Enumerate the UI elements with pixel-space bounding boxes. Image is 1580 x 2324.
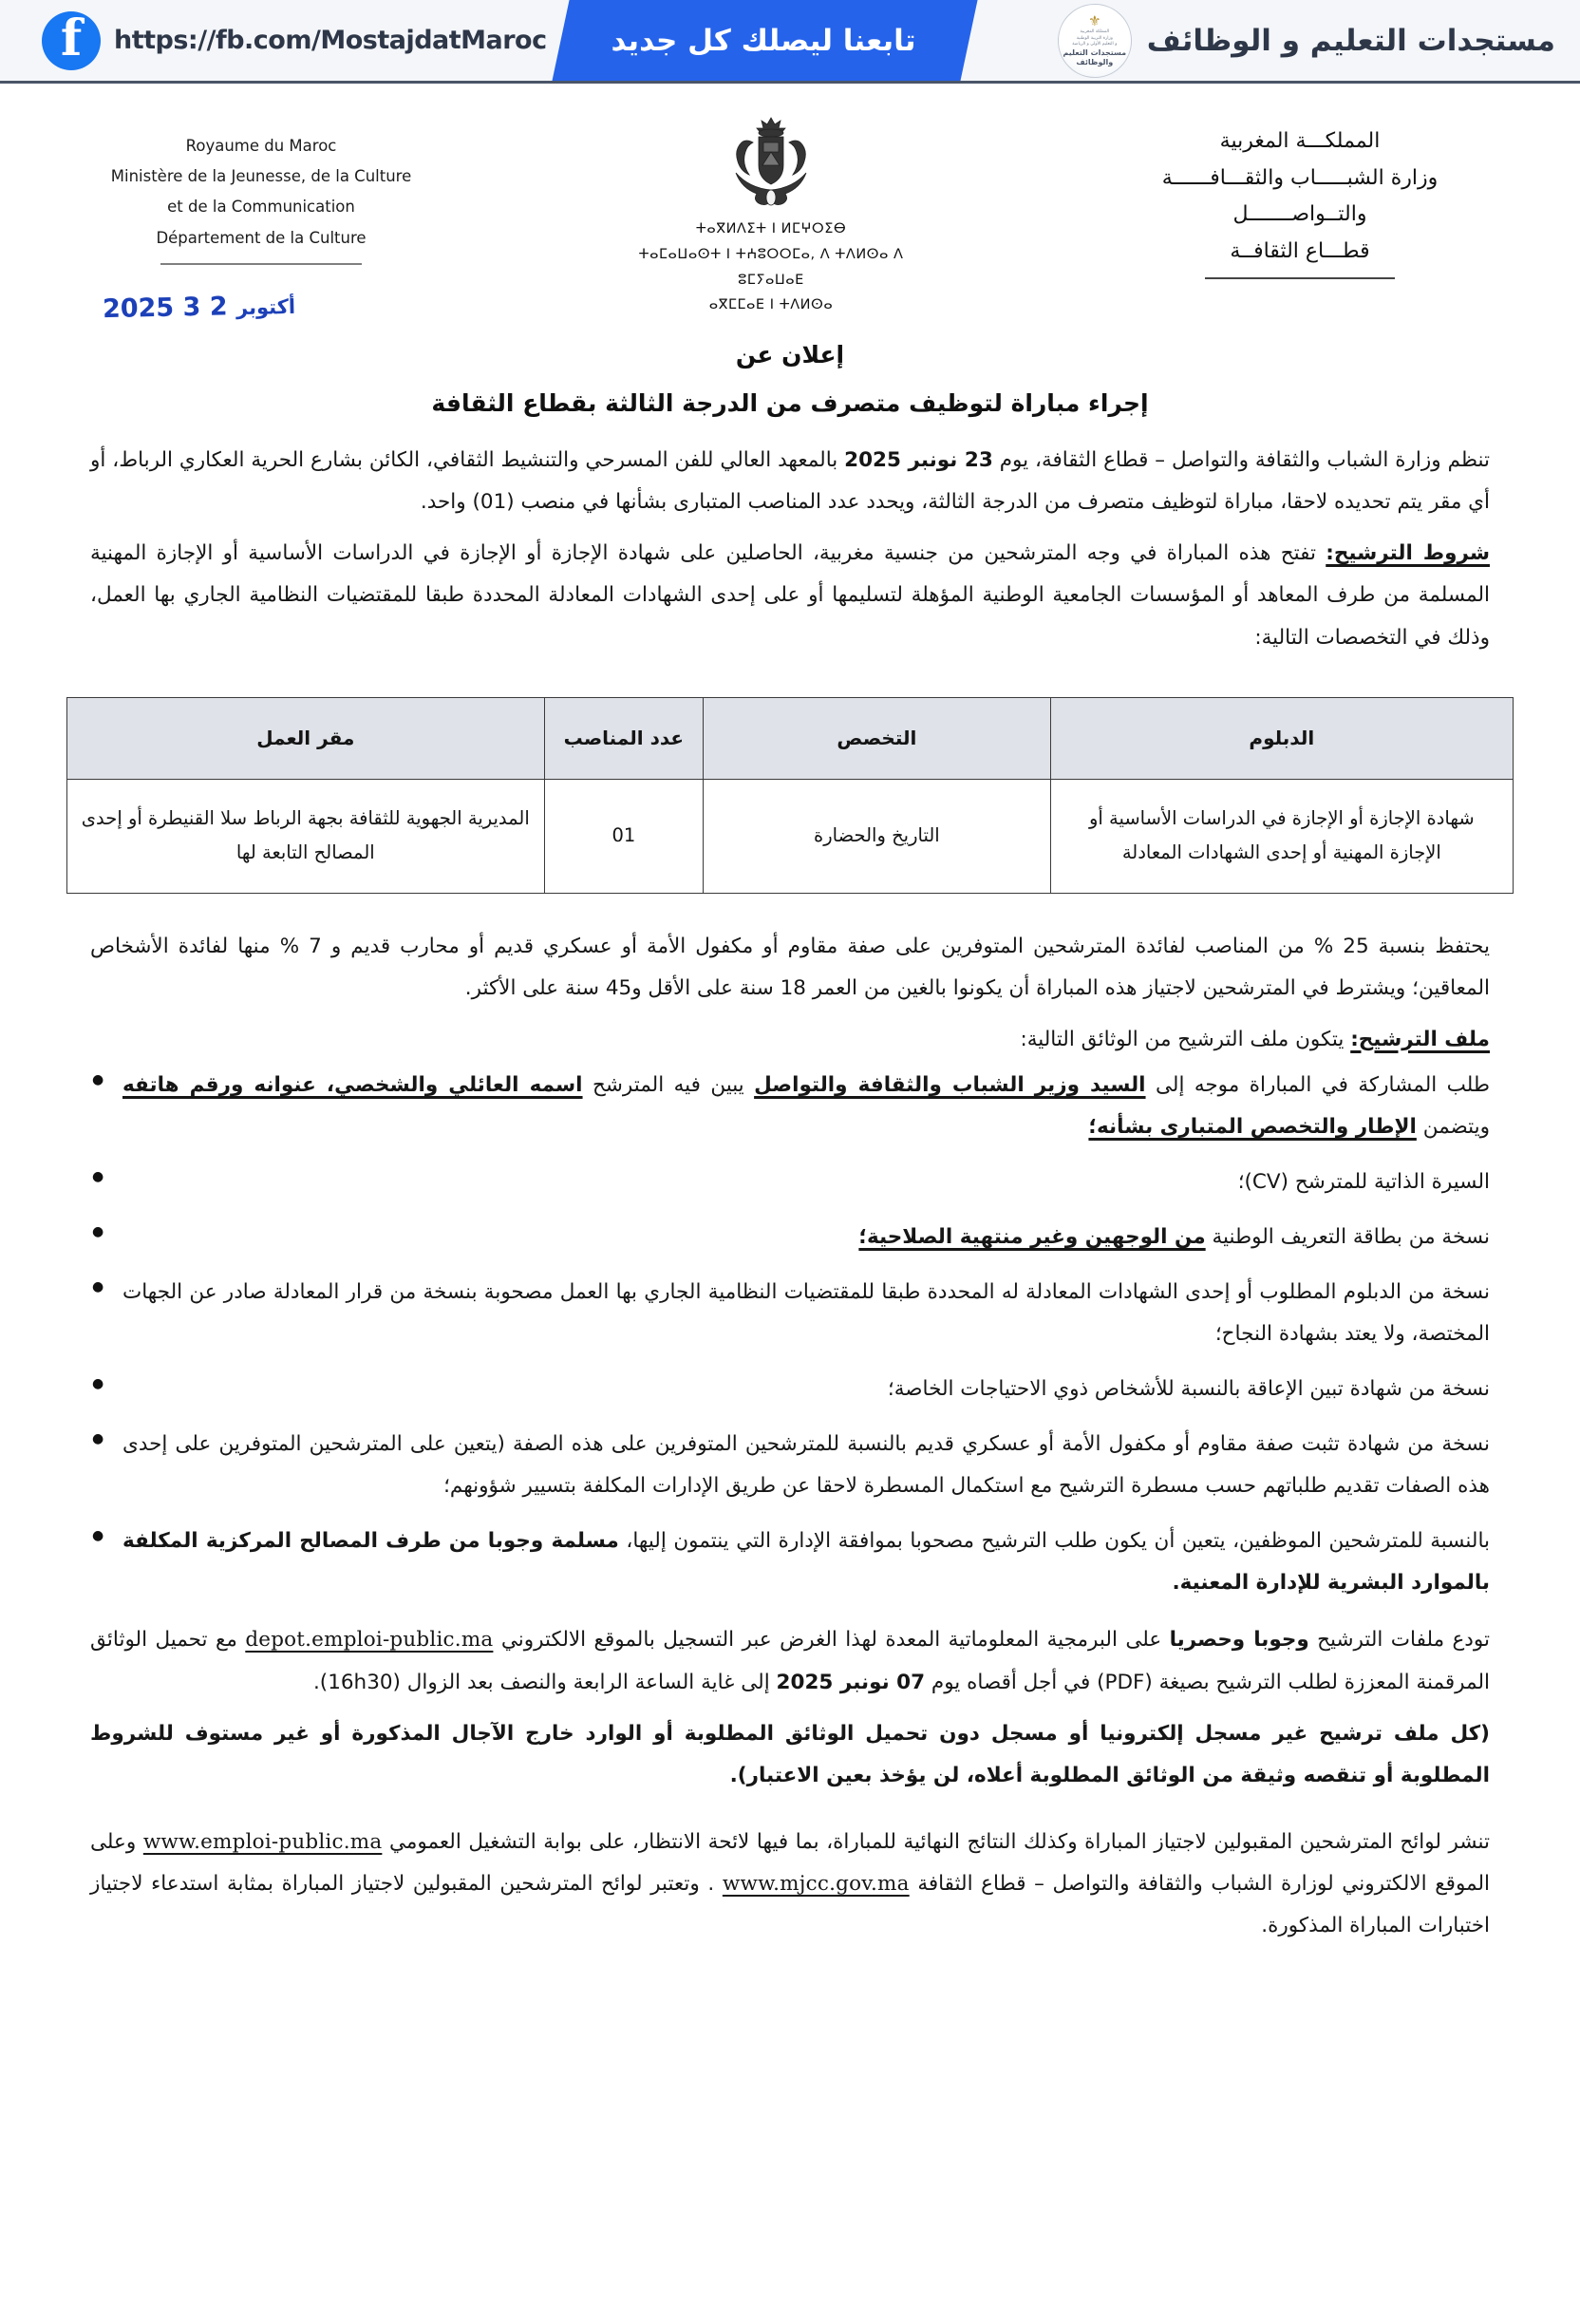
deposit-deadline: 07 نونبر 2025	[776, 1670, 926, 1694]
doc1-bold-3: الإطار والتخصص المتبارى بشأنه؛	[1088, 1114, 1417, 1139]
title-line-1: إعلان عن	[735, 341, 845, 369]
mjcc-url[interactable]: www.mjcc.gov.ma	[722, 1871, 910, 1896]
file-intro-text: يتكون ملف الترشيح من الوثائق التالية:	[1020, 1027, 1345, 1051]
deposit-part-1: تودع ملفات الترشيح	[1317, 1628, 1490, 1653]
seal-line-1: المملكة المغربية	[1080, 28, 1110, 34]
list-item	[90, 1162, 1490, 1203]
intro-part-1: تنظم وزارة الشباب والثقافة والتواصل – قطاع الثقافة، يوم	[999, 448, 1490, 473]
arabic-line-1: المملكـــة المغربية	[1219, 129, 1381, 153]
banner-brand-text: مستجدات التعليم و الوظائف	[1146, 23, 1555, 58]
deposit-part-3: مع تحميل الوثائق المرقمنة المعززة لطلب الترشيح بصيغة (PDF) في أجل أقصاه يوم	[90, 1628, 1490, 1694]
publication-part-1: تنشر لوائح المترشحين المقبولين لاجتياز المباراة وكذلك النتائج النهائية للمباراة، بما فيها لائحة الانتظار، على بوابة التشغيل العمومي	[388, 1829, 1490, 1854]
french-line-1: Royaume du Maroc	[185, 137, 337, 155]
page-title	[0, 341, 1580, 417]
deposit-bold-1: وجوبا وحصريا	[1169, 1628, 1309, 1653]
deposit-part-2: على البرمجية المعلوماتية المعدة لهذا الغرض عبر التسجيل بالموقع الالكتروني	[500, 1628, 1162, 1653]
file-label: ملف الترشيح:	[1350, 1027, 1490, 1051]
document-body-lower	[0, 926, 1580, 1947]
header-count: عدد المناصب	[544, 697, 704, 779]
french-line-2: Ministère de la Jeunesse, de la Culture	[110, 167, 412, 186]
cell-diploma: شهادة الإجازة أو الإجازة في الدراسات الأساسية أو الإجازة المهنية أو إحدى الشهادات المعادلة	[1050, 779, 1513, 893]
document-sheet	[0, 84, 1580, 1994]
deposit-portal-url[interactable]: depot.emploi-public.ma	[245, 1628, 494, 1653]
deposit-paragraph	[90, 1619, 1490, 1703]
doc1-part-1: طلب المشاركة في المباراة موجه إلى	[1155, 1072, 1490, 1097]
date-stamp	[103, 291, 296, 324]
tifinagh-block	[614, 217, 928, 318]
doc5-text: نسخة من شهادة تبين الإعاقة بالنسبة للأشخاص ذوي الاحتياجات الخاصة؛	[887, 1377, 1490, 1402]
arabic-line-4: قطـــاع الثقافــة	[1230, 238, 1370, 263]
tifinagh-line-2: ⵜⴰⵎⴰⵡⴰⵙⵜ ⵏ ⵜⵄⵓⵔⵔⵎⴰ, ⴷ ⵜⴷⵍⵙⴰ ⴷ ⵓⵎⵢⴰⵡⴰⴹ	[638, 246, 904, 288]
conditions-text: تفتح هذه المباراة في وجه المترشحين من جنسية مغربية، الحاصلين على شهادة الإجازة أو الإجازة في الدراسات الأساسية أو الإجازة المهنية المسلمة من طرف المعاهد أو المؤسسات الجامعية الوطنية المؤهلة لتسليمها أو على إحدى الشهادات المعادلة المحددة طبقا للمقتضيات النظامية الجاري بها العمل، وذلك في التخصصات التالية:	[90, 541, 1490, 650]
warning-paragraph: (كل ملف ترشيح غير مسجل إلكترونيا أو مسجل دون تحميل الوثائق المطلوبة أو الوارد خارج الآجال المذكورة أو غير مستوف للشروط المطلوبة أو تنقصه وثيقة من الوثائق المطلوبة أعلاه، لن يؤخذ بعين الاعتبار).	[90, 1721, 1490, 1787]
crest-icon: ⚜	[1088, 11, 1101, 29]
list-item	[90, 1065, 1490, 1148]
stamp-month: أكتوبر	[235, 294, 296, 320]
doc2-text: السيرة الذاتية للمترشح (CV)؛	[1237, 1169, 1490, 1194]
doc6-text: نسخة من شهادة تثبت صفة مقاوم أو مكفول الأمة أو عسكري قديم بالنسبة للمترشحين المتوفرين على هذه الصفة (يتعين على المترشحين المتوفرين على إحدى هذه الصفات تقديم طلباتهم حسب مسطرة الترشيح مع استكمال المسطرة لاحقا عن طريق الإدارات المكلفة بتسيير شؤونهم؛	[122, 1432, 1490, 1499]
arabic-line-2: وزارة الشبـــــاب والثقـــافــــــة	[1161, 165, 1439, 190]
list-item	[90, 1272, 1490, 1355]
list-item	[90, 1424, 1490, 1507]
list-item	[90, 1217, 1490, 1258]
seal-name-2: والوظائف	[1076, 57, 1114, 66]
header-workplace: مقر العمل	[67, 697, 545, 779]
jobs-table-wrapper	[0, 697, 1580, 894]
publication-paragraph	[90, 1822, 1490, 1947]
doc7-bold-1: مسلمة وجوبا من طرف المصالح المركزية المكلفة بالموارد البشرية للإدارة المعنية.	[122, 1529, 1490, 1596]
cell-workplace: المديرية الجهوية للثقافة بجهة الرباط سلا القنيطرة أو إحدى المصالح التابعة لها	[67, 779, 545, 893]
banner-follow-text: تابعنا ليصلك كل جديد	[611, 23, 916, 58]
letterhead	[0, 84, 1580, 318]
letterhead-arabic-divider	[1205, 277, 1395, 279]
emploi-public-url[interactable]: www.emploi-public.ma	[142, 1829, 383, 1854]
morocco-coat-of-arms-icon	[719, 114, 823, 213]
doc1-bold-1: السيد وزير الشباب والثقافة والتواصل	[754, 1072, 1146, 1097]
doc1-part-2: يبين فيه المترشح	[592, 1072, 744, 1097]
facebook-link-group[interactable]	[21, 11, 547, 70]
letterhead-french-block	[90, 110, 432, 265]
doc1-part-3: ويتضمن	[1422, 1114, 1490, 1139]
intro-part-2: بالمعهد العالي للفن المسرحي والتنشيط الثقافي، الكائن بشارع الحرية العكاري الرباط، أو أي مقر يتم تحديده لاحقا، مباراة لتوظيف متصرف من الدرجة الثالثة، ويحدد عدد المناصب المتبارى بشأنها في منصب (01) واحد.	[90, 448, 1490, 515]
banner-seal-logo	[1058, 4, 1132, 78]
letterhead-divider	[160, 263, 362, 265]
publication-part-2: وعلى الموقع الالكتروني لوزارة الشباب والثقافة والتواصل – قطاع الثقافة	[90, 1829, 1491, 1896]
cell-count: 01	[544, 779, 704, 893]
doc1-bold-2: اسمه العائلي والشخصي، عنوانه ورقم هاتفه	[122, 1072, 583, 1097]
arabic-line-3: والتــواصـــــــل	[1232, 202, 1367, 226]
header-specialty: التخصص	[704, 697, 1051, 779]
jobs-table-head	[67, 697, 1514, 779]
quota-paragraph: يحتفظ بنسبة 25 % من المناصب لفائدة المترشحين المتوفرين على صفة مقاوم أو مكفول الأمة أو عسكري قديم أو محارب قديم و 7 % منها لفائدة الأشخاص المعاقين؛ ويشترط في المترشحين لاجتياز هذه المباراة أن يكونوا بالغين من العمر 18 سنة على الأقل و45 سنة على الأكثر.	[90, 934, 1490, 1000]
conditions-label: شروط الترشيح:	[1326, 541, 1490, 566]
exam-date: 23 نونبر 2025	[844, 448, 993, 473]
file-intro-paragraph	[90, 1019, 1490, 1061]
table-header-row	[67, 697, 1514, 779]
cell-specialty: التاريخ والحضارة	[704, 779, 1051, 893]
french-line-4: Département de la Culture	[156, 228, 367, 247]
conditions-paragraph	[90, 533, 1490, 658]
publication-part-3: . وتعتبر لوائح المترشحين المقبولين لاجتياز المباراة بمثابة استدعاء لاجتياز اختبارات المباراة المذكورة.	[90, 1871, 1490, 1937]
tifinagh-line-3: ⴰⴳⵎⵎⴰⴹ ⵏ ⵜⴷⵍⵙⴰ	[708, 297, 834, 313]
deposit-part-4: إلى غاية الساعة الرابعة والنصف بعد الزوال (16h30).	[312, 1670, 770, 1694]
facebook-icon[interactable]	[42, 11, 101, 70]
seal-line-3: و التعليم الأولي و الرياضة	[1072, 42, 1118, 47]
list-item	[90, 1521, 1490, 1604]
jobs-table-body	[67, 779, 1514, 893]
jobs-table	[66, 697, 1514, 894]
doc4-text: نسخة من الدبلوم المطلوب أو إحدى الشهادات المعادلة له المحددة طبقا للمقتضيات النظامية الجاري بها العمل مصحوبة بنسخة من قرار المعادلة صادر عن الجهات المختصة، ولا يعتد بشهادة النجاح؛	[122, 1280, 1490, 1347]
required-documents-list	[90, 1065, 1490, 1605]
french-line-3: et de la Communication	[167, 198, 355, 217]
letterhead-emblem-block	[614, 110, 928, 318]
banner-brand-group	[1058, 4, 1555, 78]
intro-paragraph	[90, 440, 1490, 523]
table-row	[67, 779, 1514, 893]
seal-line-2: وزارة التربية الوطنية	[1076, 35, 1113, 41]
facebook-promo-banner	[0, 0, 1580, 84]
header-diploma: الدبلوم	[1050, 697, 1513, 779]
facebook-url-text[interactable]: https://fb.com/MostajdatMaroc	[114, 26, 547, 55]
stamp-day: 2 3	[182, 292, 228, 323]
doc3-part-1: نسخة من بطاقة التعريف الوطنية	[1212, 1224, 1490, 1249]
document-body	[0, 440, 1580, 658]
doc7-part-1: بالنسبة للمترشحين الموظفين، يتعين أن يكون طلب الترشيح مصحوبا بموافقة الإدارة التي ينتمون إليها،	[626, 1529, 1490, 1554]
seal-name-1: مستجدات التعليم	[1063, 47, 1127, 57]
list-item	[90, 1369, 1490, 1410]
stamp-year: 2025	[102, 293, 175, 325]
letterhead-arabic-block	[1110, 110, 1490, 279]
tifinagh-line-1: ⵜⴰⴳⵍⴷⵉⵜ ⵏ ⵍⵎⵖⵔⵉⴱ	[695, 221, 847, 236]
title-line-2: إجراء مباراة لتوظيف متصرف من الدرجة الثالثة بقطاع الثقافة	[431, 389, 1149, 418]
doc3-bold-1: من الوجهين وغير منتهية الصلاحية؛	[858, 1224, 1206, 1249]
